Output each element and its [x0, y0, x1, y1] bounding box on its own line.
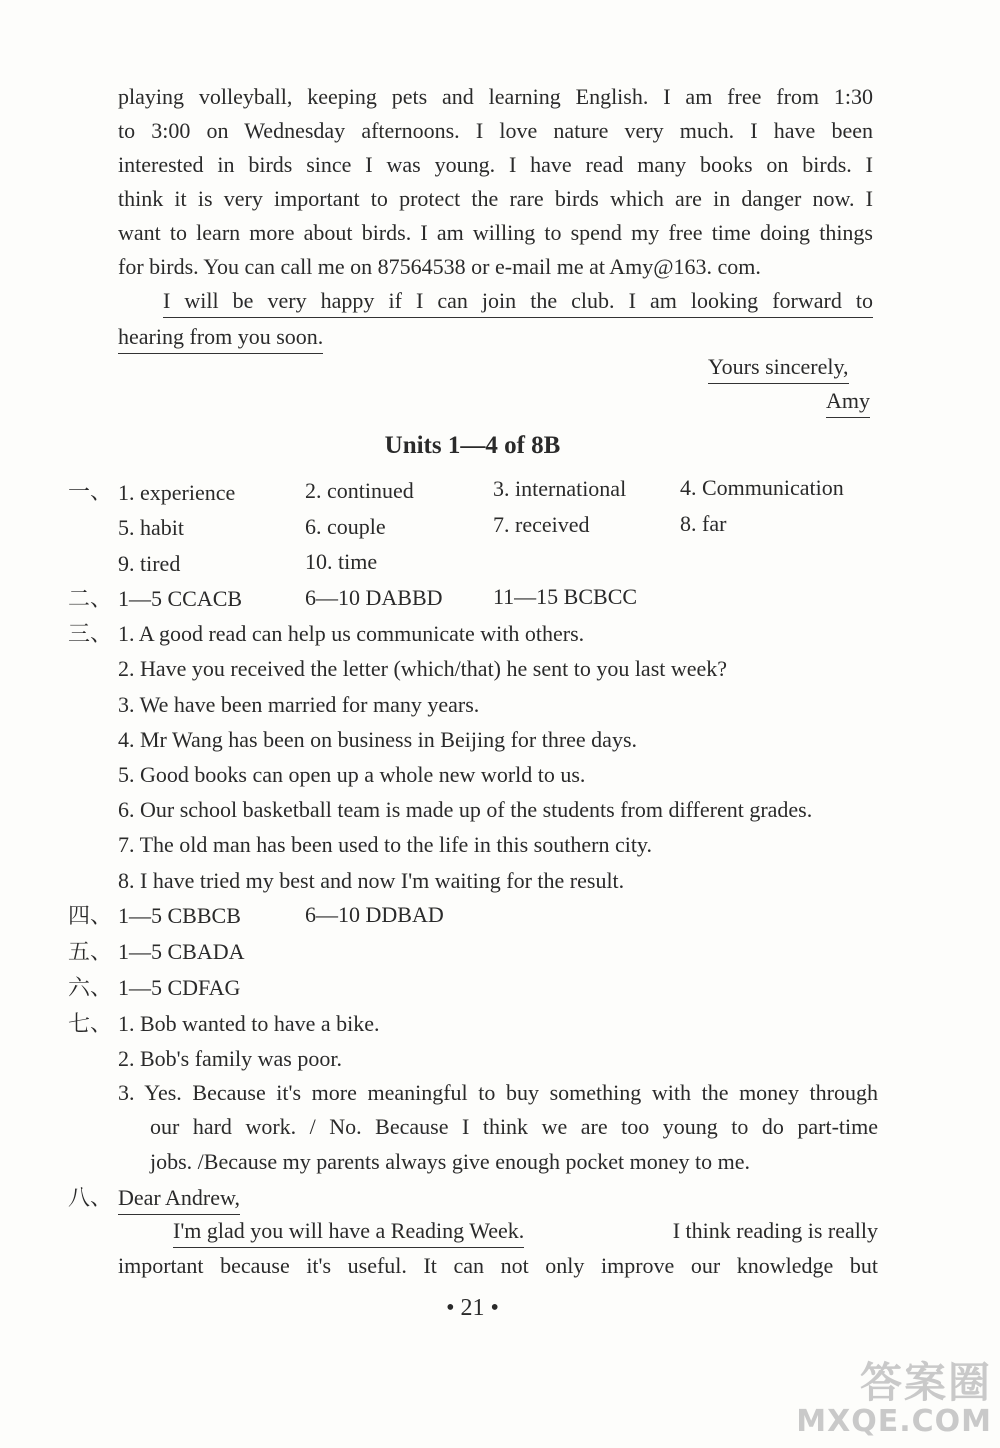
letter-line: important because it's useful. It can not only improve our knowledge but — [118, 1253, 878, 1278]
answer-group: 1—5 CDFAG — [118, 975, 241, 1000]
answer-sentence: our hard work. / No. Because I think we are too young to do part-time — [150, 1114, 878, 1139]
answer-sentence: 3. We have been married for many years. — [118, 692, 480, 717]
part-label: 六、 — [68, 976, 113, 1001]
letter-closing-line: hearing from you soon. — [118, 322, 323, 354]
answer-sentence: 4. Mr Wang has been on business in Beijing for three days. — [118, 727, 638, 752]
answer-sentence: 1. A good read can help us communicate with others. — [118, 621, 585, 646]
part-label: 四、 — [68, 904, 113, 929]
answer-group: 1—5 CBBCB — [118, 903, 241, 928]
answer-item: 7. received — [493, 512, 590, 537]
letter-greeting: Dear Andrew, — [118, 1183, 240, 1215]
answer-group: 1—5 CBADA — [118, 939, 245, 964]
letter-line: think it is very important to protect the rare birds which are in danger now. I — [118, 186, 873, 211]
answer-sentence: 2. Have you received the letter (which/that) he sent to you last week? — [118, 656, 728, 681]
section-title: Units 1—4 of 8B — [384, 432, 561, 459]
letter-closing-line: I will be very happy if I can join the club. I am looking forward to — [163, 286, 873, 318]
answer-sentence: 6. Our school basketball team is made up of the students from different grades. — [118, 797, 813, 822]
letter-line-rest: I think reading is really — [672, 1218, 878, 1243]
answer-sentence: 1. Bob wanted to have a bike. — [118, 1011, 380, 1036]
letter-line: to 3:00 on Wednesday afternoons. I love nature very much. I have been — [118, 118, 873, 143]
letter-line: playing volleyball, keeping pets and learning English. I am free from 1:30 — [118, 84, 873, 109]
watermark-logo — [796, 1360, 992, 1438]
letter-line — [173, 1216, 878, 1248]
watermark-cn: 答案圈 — [859, 1358, 992, 1407]
letter-line: want to learn more about birds. I am willing to spend my free time doing things — [118, 220, 873, 245]
answer-item: 6. couple — [305, 514, 386, 539]
part-label: 五、 — [68, 940, 113, 965]
answer-group: 6—10 DDBAD — [305, 902, 444, 927]
page-number: • 21 • — [446, 1295, 499, 1321]
part-label: 三、 — [68, 622, 113, 647]
answer-group: 11—15 BCBCC — [493, 584, 638, 609]
answer-item: 3. international — [493, 476, 627, 501]
part-label: 七、 — [68, 1012, 113, 1037]
letter-sign-off: Yours sincerely, — [708, 352, 849, 384]
answer-sentence: 7. The old man has been used to the life in this southern city. — [118, 832, 653, 857]
letter-signature: Amy — [826, 386, 870, 418]
answer-item: 10. time — [305, 549, 378, 574]
answer-group: 1—5 CCACB — [118, 586, 243, 611]
part-label: 八、 — [68, 1186, 113, 1211]
answer-item: 2. continued — [305, 478, 414, 503]
answer-sentence: 3. Yes. Because it's more meaningful to buy something with the money through — [118, 1080, 878, 1105]
part-label: 二、 — [68, 587, 113, 612]
answer-sentence: 5. Good books can open up a whole new world to us. — [118, 762, 586, 787]
answer-item: 8. far — [680, 511, 727, 536]
letter-line: interested in birds since I was young. I have read many books on birds. I — [118, 152, 873, 177]
answer-sentence: 8. I have tried my best and now I'm waiting for the result. — [118, 868, 625, 893]
answer-group: 6—10 DABBD — [305, 585, 443, 610]
letter-underlined-phrase: I'm glad you will have a Reading Week. — [173, 1216, 524, 1248]
answer-sentence: jobs. /Because my parents always give enough pocket money to me. — [150, 1149, 750, 1174]
answer-sentence: 2. Bob's family was poor. — [118, 1046, 342, 1071]
answer-item: 9. tired — [118, 551, 181, 576]
watermark-url: MXQE.COM — [796, 1404, 992, 1439]
part-label: 一、 — [68, 480, 113, 505]
answer-item: 5. habit — [118, 515, 184, 540]
answer-item: 4. Communication — [680, 475, 844, 500]
letter-line: for birds. You can call me on 87564538 or e-mail me at Amy@163. com. — [118, 254, 761, 279]
answer-item: 1. experience — [118, 480, 236, 505]
